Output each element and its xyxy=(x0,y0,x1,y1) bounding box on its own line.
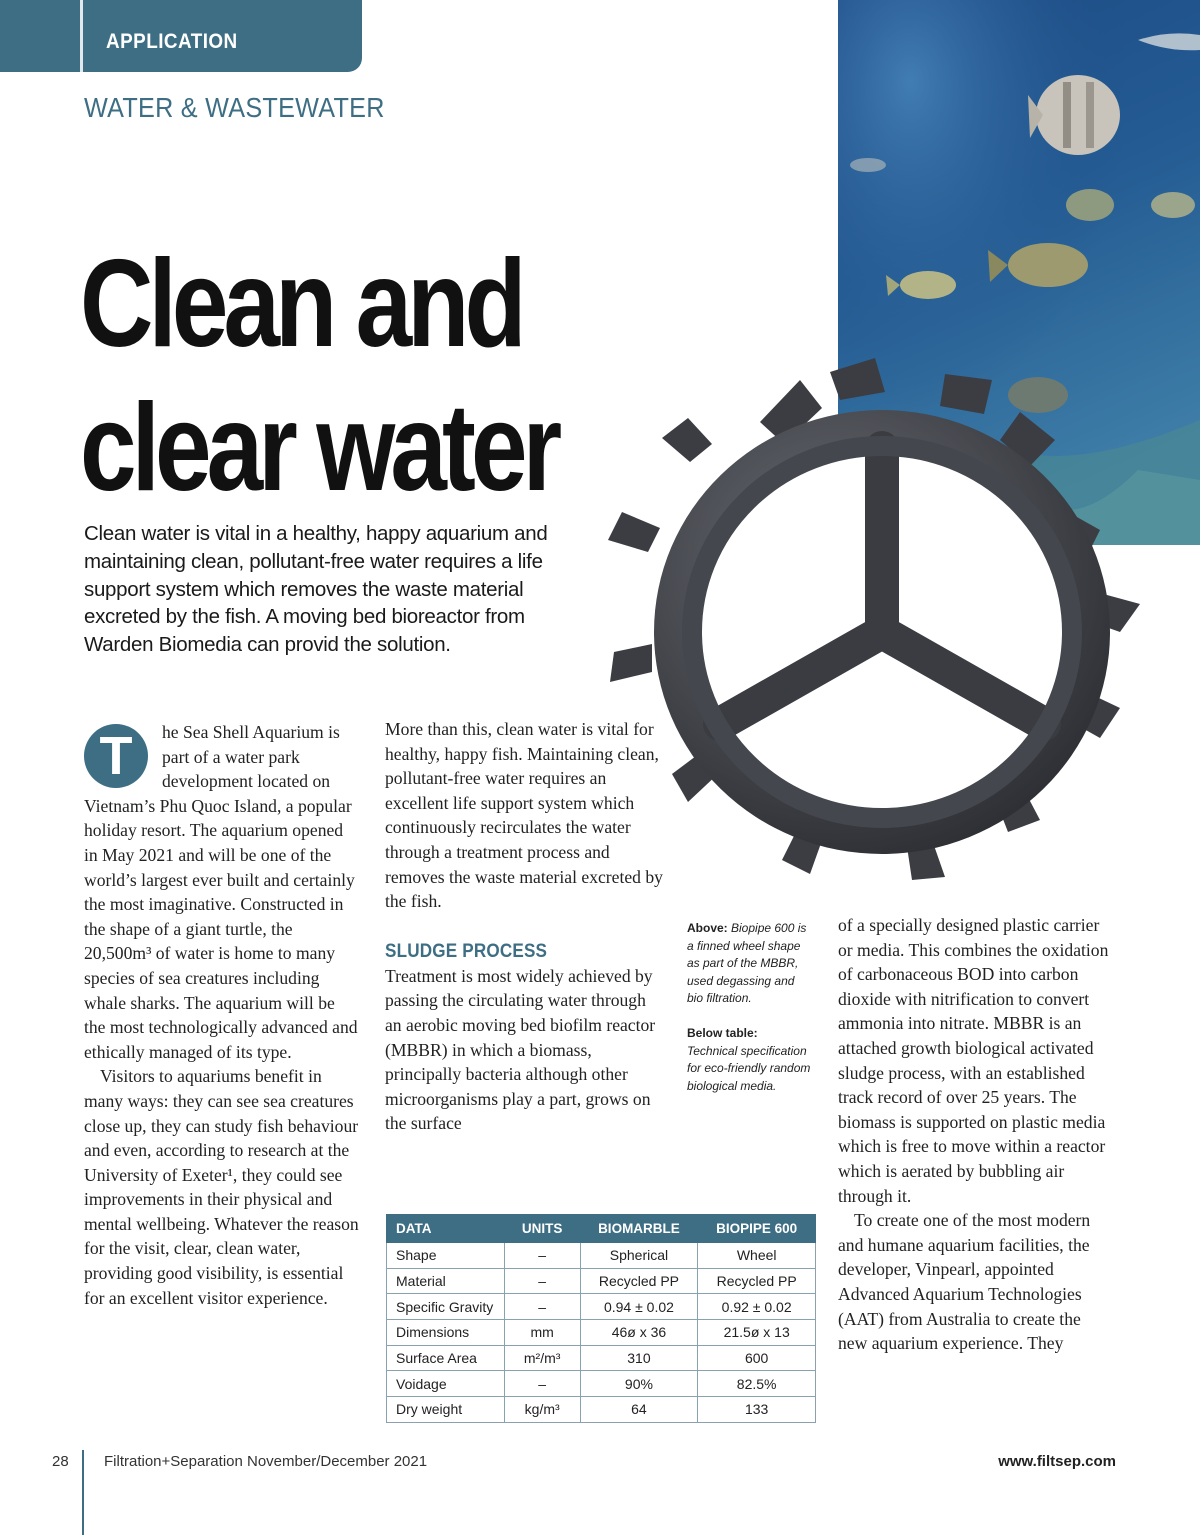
table-cell: 64 xyxy=(580,1397,698,1423)
table-row xyxy=(387,1345,816,1371)
subhead-sludge-process: SLUDGE PROCESS xyxy=(385,940,548,962)
table-row xyxy=(387,1294,816,1320)
caption-below-label: Below table: xyxy=(687,1025,758,1040)
table-cell: – xyxy=(504,1268,580,1294)
table-cell: 0.94 ± 0.02 xyxy=(580,1294,698,1320)
tab-divider xyxy=(80,0,83,72)
table-cell: Shape xyxy=(387,1243,505,1269)
table-row xyxy=(387,1268,816,1294)
article-column-3 xyxy=(838,913,1110,1356)
paragraph-treatment: Treatment is most widely achieved by passing the circulating water through an aerobic moving bed biofilm reactor (MBBR) in which a biomass, principally bacteria although other microorganisms play a part, grows on the surface xyxy=(385,965,656,1134)
table-cell: Dimensions xyxy=(387,1320,505,1346)
table-cell: 310 xyxy=(580,1345,698,1371)
spec-table xyxy=(386,1214,816,1423)
footer-divider xyxy=(82,1450,84,1535)
caption-below-text: Technical specification for eco-friendly random biological media. xyxy=(687,1043,811,1093)
table-cell: 46ø x 36 xyxy=(580,1320,698,1346)
table-header-row xyxy=(387,1215,816,1243)
table-cell: 90% xyxy=(580,1371,698,1397)
header-units: UNITS xyxy=(504,1215,580,1243)
magazine-name: Filtration+Separation November/December 2021 xyxy=(104,1453,428,1470)
paragraph-clean-water: More than this, clean water is vital for healthy, happy fish. Maintaining clean, pollutant-free water requires an excellent life support system which continuously recirculates the water through a treatment process and removes the waste material excreted by the fish. xyxy=(385,719,663,912)
table-cell: 82.5% xyxy=(698,1371,816,1397)
table-cell: Voidage xyxy=(387,1371,505,1397)
table-cell: 21.5ø x 13 xyxy=(698,1320,816,1346)
table-row xyxy=(387,1320,816,1346)
category-label: APPLICATION xyxy=(106,30,238,53)
table-cell: 600 xyxy=(698,1345,816,1371)
table-cell: mm xyxy=(504,1320,580,1346)
website-link[interactable]: www.filtsep.com xyxy=(998,1453,1116,1470)
paragraph-mbbr: of a specially designed plastic carrier or media. This combines the oxidation of carbonaceous BOD into carbon dioxide with nitrification to convert ammonia into nitrate. MBBR is an attached growth biological activated sludge process, with an established track record of over 25 years. The biomass is supported on plastic media which is free to move within a reactor which is aerated by bubbling air through it. xyxy=(838,915,1109,1206)
image-caption xyxy=(687,920,812,1095)
article-column-1 xyxy=(84,720,359,1310)
paragraph-intro: he Sea Shell Aquarium is part of a water park development located on Vietnam’s Phu Quoc Island, a popular holiday resort. The aquarium opened in May 2021 and will be one of the world’s largest ever built and certainly the most imaginative. Constructed in the shape of a giant turtle, the 20,500m³ of water is home to many species of sea creatures including whale sharks. The aquarium will be the most technologically advanced and ethically managed of its type. xyxy=(84,722,358,1062)
table-cell: Dry weight xyxy=(387,1397,505,1423)
table-cell: Specific Gravity xyxy=(387,1294,505,1320)
dropcap: T xyxy=(84,724,148,788)
table-cell: Wheel xyxy=(698,1243,816,1269)
table-row xyxy=(387,1371,816,1397)
page-number: 28 xyxy=(52,1453,69,1470)
header-biopipe: BIOPIPE 600 xyxy=(698,1215,816,1243)
table-cell: Spherical xyxy=(580,1243,698,1269)
table-cell: kg/m³ xyxy=(504,1397,580,1423)
paragraph-visitors: Visitors to aquariums benefit in many ways: they can see sea creatures close up, they can study fish behaviour and even, according to research at the University of Exeter¹, they could see improvements in their physical and mental wellbeing. Whatever the reason for the visit, clear, clean water, providing good visibility, is essential for an excellent visitor experience. xyxy=(84,1066,359,1308)
caption-above-label: Above: xyxy=(687,921,728,935)
table-row xyxy=(387,1397,816,1423)
table-cell: Material xyxy=(387,1268,505,1294)
header-data: DATA xyxy=(387,1215,505,1243)
table-cell: m²/m³ xyxy=(504,1345,580,1371)
paragraph-developer: To create one of the most modern and humane aquarium facilities, the developer, Vinpearl, appointed Advanced Aquarium Technologies (AAT) from Australia to create the new aquarium experience. They xyxy=(838,1210,1091,1354)
section-title: WATER & WASTEWATER xyxy=(84,92,385,123)
table-cell: – xyxy=(504,1294,580,1320)
table-cell: Recycled PP xyxy=(580,1268,698,1294)
article-column-2 xyxy=(385,717,665,1136)
table-cell: 133 xyxy=(698,1397,816,1423)
table-row xyxy=(387,1243,816,1269)
standfirst: Clean water is vital in a healthy, happy aquarium and maintaining clean, pollutant-free water requires a life support system which removes the waste material excreted by the fish. A moving bed bioreactor from Warden Biomedia can provid the solution. xyxy=(84,522,548,657)
header-biomarble: BIOMARBLE xyxy=(580,1215,698,1243)
table-cell: – xyxy=(504,1243,580,1269)
article-headline xyxy=(80,232,558,520)
caption-above-text: Biopipe 600 is a finned wheel shape as part of the MBBR, used degassing and bio filtration. xyxy=(687,921,807,1006)
headline-line-1: Clean and xyxy=(80,235,522,373)
table-cell: 0.92 ± 0.02 xyxy=(698,1294,816,1320)
table-cell: Recycled PP xyxy=(698,1268,816,1294)
biopipe-wheel-image xyxy=(600,352,1145,897)
table-cell: Surface Area xyxy=(387,1345,505,1371)
headline-line-2: clear water xyxy=(80,379,558,517)
table-cell: – xyxy=(504,1371,580,1397)
